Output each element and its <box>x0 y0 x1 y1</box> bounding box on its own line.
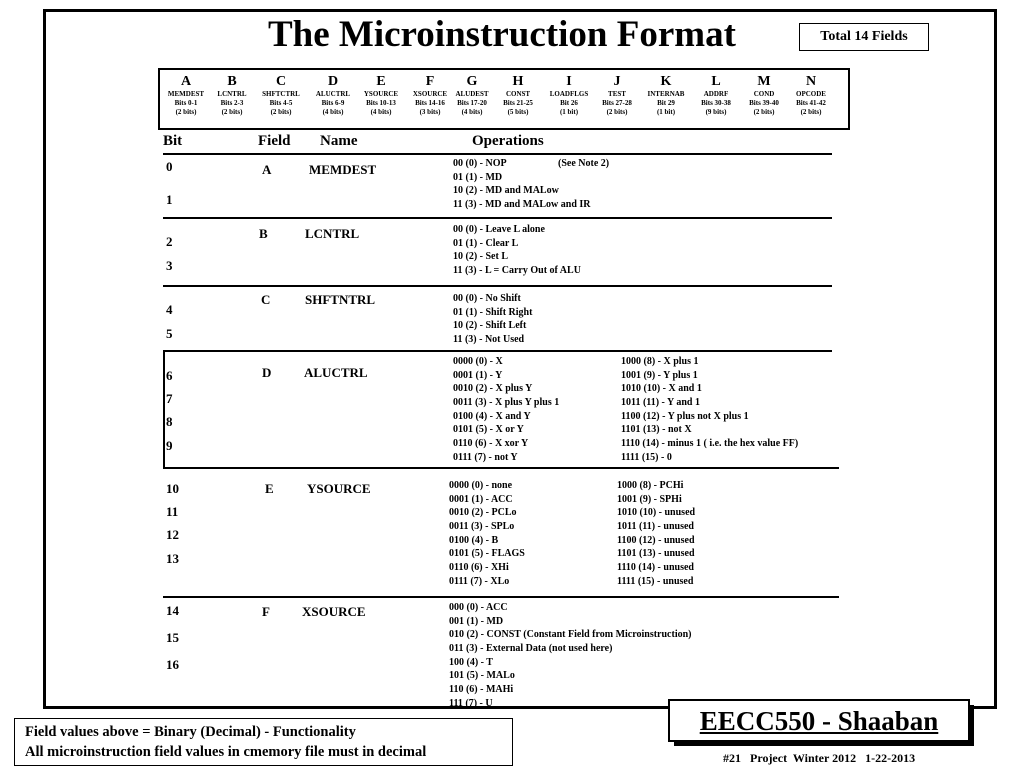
operation-item: 000 (0) - ACC <box>449 602 508 613</box>
operation-item: 0010 (2) - PCLo <box>449 507 517 519</box>
bit-number: 14 <box>166 603 179 618</box>
field-bits: Bits 27-28 <box>602 99 632 107</box>
field-letter: H <box>512 74 524 89</box>
section-field-name: SHFTNTRL <box>305 292 376 307</box>
operation-item: 001 (1) - MD <box>449 615 504 627</box>
bit-number: 3 <box>166 258 173 273</box>
bit-number: 16 <box>166 657 179 672</box>
section-field-letter: A <box>262 162 272 177</box>
operation-item: 1010 (10) - X and 1 <box>621 383 702 395</box>
field-width: (2 bits) <box>800 108 822 116</box>
field-name: ALUDEST <box>455 90 489 98</box>
operations-list <box>449 479 525 589</box>
operation-item: 1001 (9) - Y plus 1 <box>621 369 698 381</box>
field-name: MEMDEST <box>167 90 205 98</box>
field-letter: F <box>425 74 435 89</box>
operation-item: 111 (7) - U <box>449 697 493 709</box>
bit-number: 1 <box>166 192 173 207</box>
field-name: LCNTRL <box>217 90 247 98</box>
operation-item: 0101 (5) - X or Y <box>453 424 524 436</box>
operation-item: 1110 (14) - minus 1 ( i.e. the hex value FF) <box>621 438 799 450</box>
operation-item: 11 (3) - Not Used <box>453 334 525 346</box>
operation-item: 0010 (2) - X plus Y <box>453 383 533 395</box>
operation-item: 1011 (11) - unused <box>617 521 694 533</box>
operation-item: 100 (4) - T <box>449 656 493 668</box>
field-name: ALUCTRL <box>315 90 351 98</box>
operation-item: 1110 (14) - unused <box>617 562 694 574</box>
field-bits: Bits 0-1 <box>174 99 198 107</box>
row-divider <box>163 596 839 598</box>
operation-item: 1100 (12) - unused <box>617 534 695 546</box>
field-width: (1 bit) <box>656 108 676 116</box>
operation-item: 00 (0) - No Shift <box>453 293 521 304</box>
section-field-letter: C <box>261 292 271 307</box>
operation-item: 0000 (0) - none <box>449 480 513 491</box>
row-divider <box>163 217 832 219</box>
field-width: (4 bits) <box>370 108 392 116</box>
bit-number: 11 <box>166 504 179 519</box>
section-field-name: YSOURCE <box>307 481 371 496</box>
field-name: INTERNAB <box>647 90 685 98</box>
bit-number: 4 <box>166 302 173 317</box>
field-values-note <box>14 718 513 766</box>
field-bits: Bits 14-16 <box>415 99 445 107</box>
operation-item: 1111 (15) - 0 <box>621 451 672 463</box>
header-name: Name <box>320 133 358 149</box>
field-name: LOADFLGS <box>549 90 589 98</box>
slide-footer: #21 Project Winter 2012 1-22-2013 <box>723 751 916 765</box>
operation-item: 1000 (8) - PCHi <box>617 480 684 491</box>
field-bits: Bits 17-20 <box>457 99 487 107</box>
header-operations: Operations <box>472 133 544 149</box>
operation-item: 1011 (11) - Y and 1 <box>621 397 700 409</box>
field-bits: Bits 30-38 <box>701 99 731 107</box>
operation-item: 0111 (7) - not Y <box>453 451 518 463</box>
field-bits: Bits 4-5 <box>269 99 293 107</box>
column-divider <box>163 350 165 467</box>
operation-item: 01 (1) - Shift Right <box>453 306 533 318</box>
bit-number: 8 <box>166 414 173 429</box>
section-field-name: XSOURCE <box>302 604 366 619</box>
operation-item: 0100 (4) - X and Y <box>453 410 531 422</box>
field-bits: Bits 2-3 <box>220 99 244 107</box>
bit-number: 10 <box>166 481 179 496</box>
operation-item: 1000 (8) - X plus 1 <box>621 356 699 367</box>
field-letter: K <box>660 74 672 89</box>
row-divider <box>163 467 839 469</box>
field-width: (2 bits) <box>221 108 243 116</box>
operation-item: 11 (3) - L = Carry Out of ALU <box>453 265 581 277</box>
field-width: (1 bit) <box>559 108 579 116</box>
operation-item: 00 (0) - Leave L alone <box>453 224 545 235</box>
field-column-n <box>775 74 847 117</box>
field-letter: E <box>376 74 386 89</box>
operation-item: 10 (2) - Set L <box>453 251 508 263</box>
operation-item: 110 (6) - MAHi <box>449 684 514 696</box>
field-width: (9 bits) <box>705 108 727 116</box>
operation-item: 10 (2) - Shift Left <box>453 320 527 332</box>
field-name: OPCODE <box>796 90 826 98</box>
operation-item: 00 (0) - NOP <box>453 158 507 169</box>
field-bits: Bit 29 <box>657 99 675 107</box>
field-name: SHFTCTRL <box>262 90 300 98</box>
field-width: (4 bits) <box>322 108 344 116</box>
operation-item: 0000 (0) - X <box>453 356 503 367</box>
operation-item: 1100 (12) - Y plus not X plus 1 <box>621 410 749 422</box>
operation-item: 011 (3) - External Data (not used here) <box>449 643 613 655</box>
field-name: XSOURCE <box>412 90 448 98</box>
operation-item: 10 (2) - MD and MALow <box>453 185 559 197</box>
operation-item: 0001 (1) - Y <box>453 369 503 381</box>
field-bits: Bits 41-42 <box>796 99 826 107</box>
field-bits: Bits 10-13 <box>366 99 396 107</box>
operation-item: 01 (1) - Clear L <box>453 237 519 249</box>
operation-item: 0110 (6) - XHi <box>449 562 509 574</box>
bit-number: 9 <box>166 438 173 453</box>
section-field-name: MEMDEST <box>309 162 377 177</box>
section-field-name: ALUCTRL <box>304 365 368 380</box>
operation-item: 0100 (4) - B <box>449 534 499 546</box>
bit-number: 0 <box>166 159 173 174</box>
bit-number: 15 <box>166 630 179 645</box>
field-width: (3 bits) <box>419 108 441 116</box>
operation-item: 0011 (3) - X plus Y plus 1 <box>453 397 560 409</box>
field-letter: I <box>566 74 572 89</box>
field-bits: Bits 6-9 <box>321 99 345 107</box>
field-letter: J <box>613 74 621 89</box>
bit-number: 2 <box>166 234 173 249</box>
operations-list <box>449 601 692 711</box>
operation-item: 1111 (15) - unused <box>617 575 694 587</box>
operation-item: 01 (1) - MD <box>453 171 503 183</box>
field-width: (2 bits) <box>753 108 775 116</box>
field-letter: C <box>275 74 287 89</box>
field-bits: Bit 26 <box>560 99 578 107</box>
field-letter: B <box>227 74 237 89</box>
operations-list <box>453 355 559 465</box>
section-field-name: LCNTRL <box>305 226 360 241</box>
note-reference: (See Note 2) <box>558 158 610 169</box>
bit-number: 5 <box>166 326 173 341</box>
field-name: COND <box>753 90 775 98</box>
field-letter: M <box>757 74 771 89</box>
operation-item: 1010 (10) - unused <box>617 507 696 519</box>
field-width: (5 bits) <box>507 108 529 116</box>
operation-item: 010 (2) - CONST (Constant Field from Microinstruction) <box>449 629 692 641</box>
row-divider <box>163 153 832 155</box>
field-bits: Bits 21-25 <box>503 99 533 107</box>
field-letter: G <box>466 74 478 89</box>
field-name: YSOURCE <box>363 90 399 98</box>
page-title: The Microinstruction Format <box>268 14 736 55</box>
operation-item: 1101 (13) - not X <box>621 424 692 436</box>
section-field-letter: F <box>262 604 270 619</box>
operations-list <box>453 292 532 347</box>
note-line: Field values above = Binary (Decimal) - Functionality <box>25 724 356 740</box>
field-letter: L <box>711 74 721 89</box>
field-width: (4 bits) <box>461 108 483 116</box>
course-brand: EECC550 - Shaaban <box>668 699 970 742</box>
note-line: All microinstruction field values in cmemory file must in decimal <box>25 744 427 760</box>
row-divider <box>163 350 832 352</box>
field-width: (2 bits) <box>606 108 628 116</box>
operation-item: 11 (3) - MD and MALow and IR <box>453 199 591 211</box>
operation-item: 101 (5) - MALo <box>449 670 515 682</box>
operation-item: 0111 (7) - XLo <box>449 575 510 587</box>
operations-list-right <box>621 355 798 465</box>
operations-list-right <box>617 479 695 589</box>
field-name: TEST <box>608 90 626 98</box>
field-name: CONST <box>505 90 531 98</box>
section-field-letter: B <box>259 226 268 241</box>
bit-number: 7 <box>166 391 173 406</box>
field-letter: D <box>327 74 339 89</box>
operation-item: 0110 (6) - X xor Y <box>453 438 529 450</box>
field-letter: N <box>805 74 817 89</box>
operation-item: 0001 (1) - ACC <box>449 493 513 505</box>
bit-number: 12 <box>166 527 179 542</box>
operations-list <box>453 223 581 278</box>
field-bits: Bits 39-40 <box>749 99 779 107</box>
operation-item: 1001 (9) - SPHi <box>617 493 682 505</box>
operation-item: 1101 (13) - unused <box>617 548 695 560</box>
header-field: Field <box>258 133 291 149</box>
field-width: (2 bits) <box>175 108 197 116</box>
bit-number: 13 <box>166 551 179 566</box>
field-letter: A <box>180 74 192 89</box>
field-format-box <box>158 68 850 130</box>
row-divider <box>163 285 832 287</box>
bit-number: 6 <box>166 368 173 383</box>
header-bit: Bit <box>163 133 183 149</box>
field-width: (2 bits) <box>270 108 292 116</box>
total-fields-badge: Total 14 Fields <box>799 23 929 51</box>
field-name: ADDRF <box>703 90 729 98</box>
section-field-letter: E <box>265 481 274 496</box>
section-field-letter: D <box>262 365 272 380</box>
operation-item: 0011 (3) - SPLo <box>449 521 515 533</box>
operation-item: 0101 (5) - FLAGS <box>449 548 525 560</box>
